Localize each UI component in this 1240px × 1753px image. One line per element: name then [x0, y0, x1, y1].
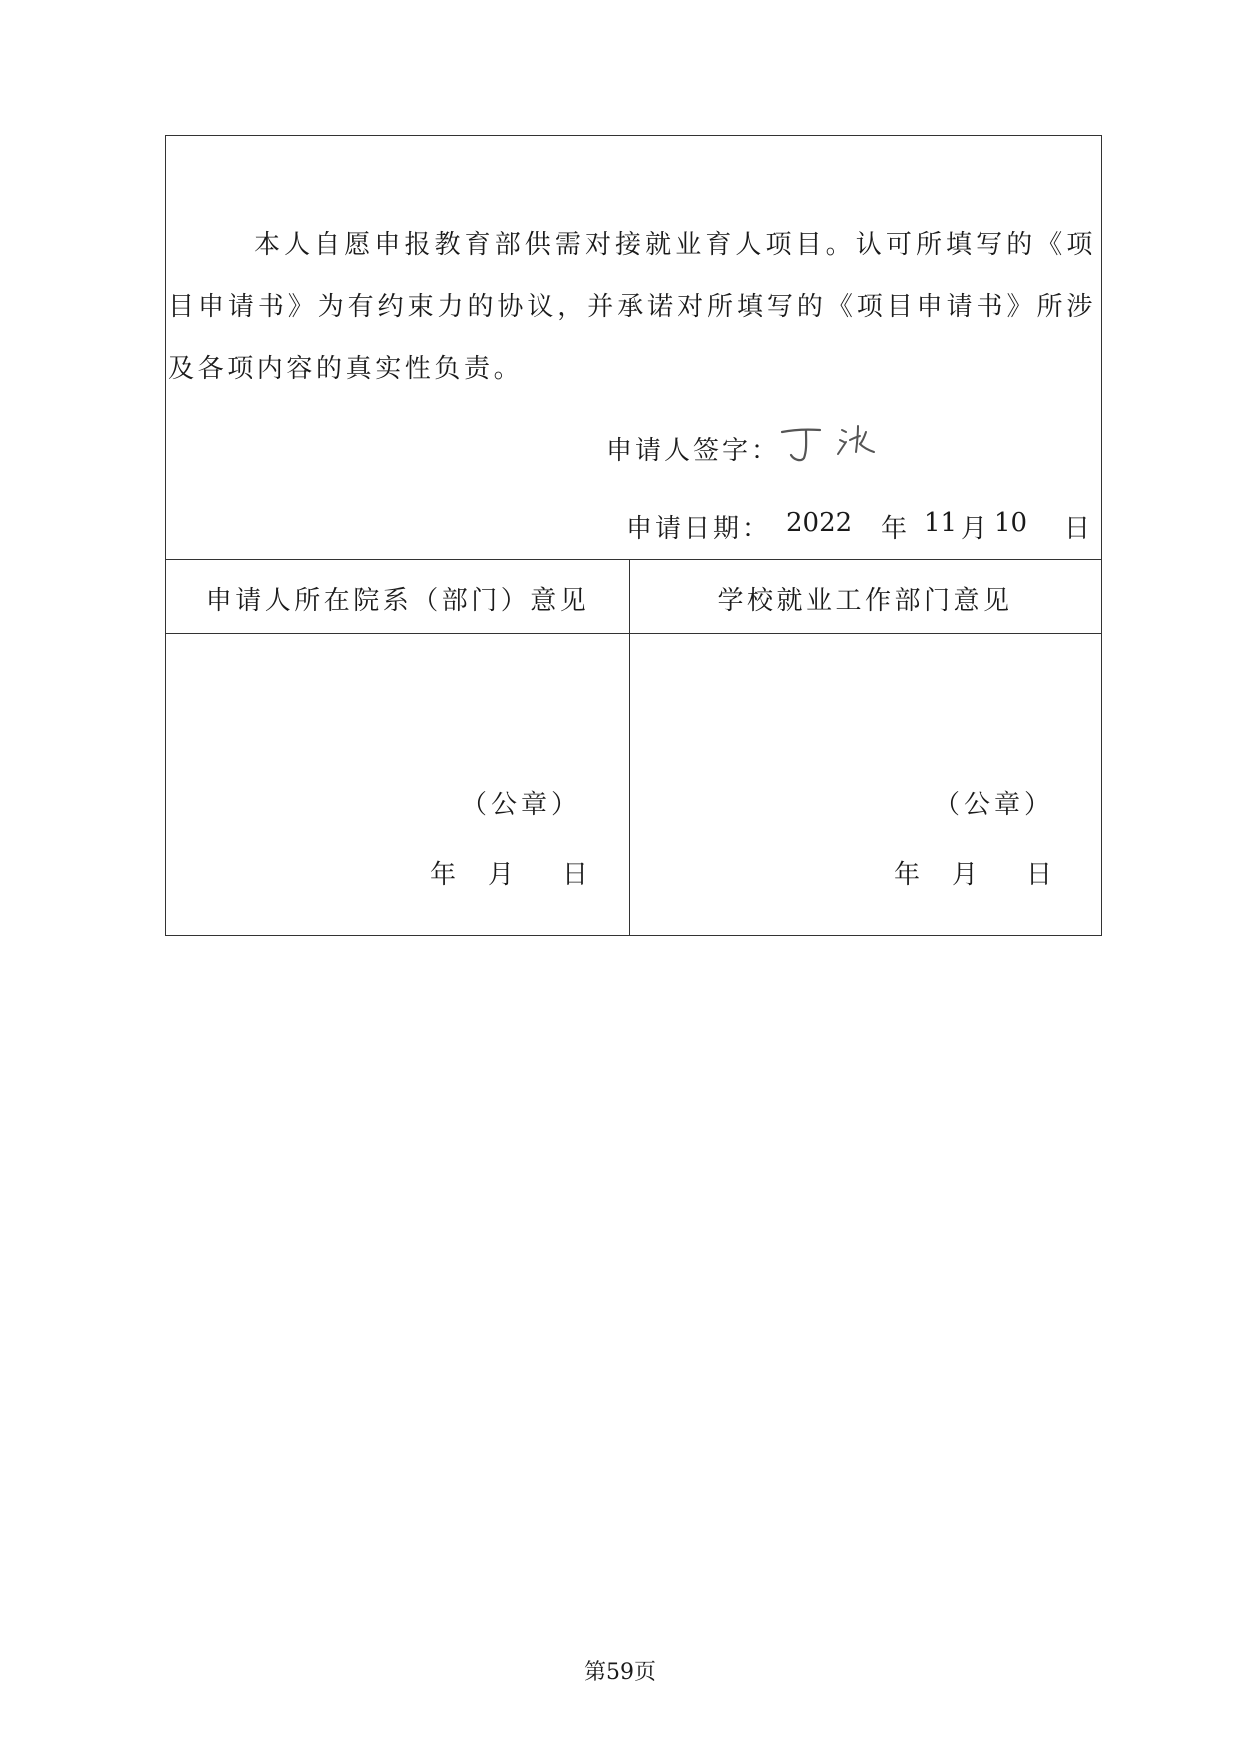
employment-office-seal-label: （公章） [934, 790, 1055, 820]
declaration-section [166, 136, 1101, 560]
application-date-row [626, 508, 1096, 548]
signature-label: 申请人签字： [606, 436, 781, 466]
date-day-unit: 日 [1064, 514, 1091, 544]
employment-office-year-unit: 年 [894, 860, 921, 890]
department-day-unit: 日 [562, 860, 589, 890]
handwritten-signature [776, 418, 886, 468]
department-year-unit: 年 [430, 860, 457, 890]
employment-office-opinion-header: 学校就业工作部门意见 [717, 586, 1013, 616]
department-month-unit: 月 [488, 860, 515, 890]
page-number: 第59页 [584, 1660, 656, 1685]
date-day: 10 [994, 508, 1028, 538]
date-month: 11 [924, 508, 958, 538]
header-row-divider [166, 633, 1101, 634]
department-seal-label: （公章） [461, 790, 582, 820]
date-label: 申请日期： [626, 514, 772, 544]
date-year-unit: 年 [881, 514, 908, 544]
date-month-unit: 月 [961, 514, 988, 544]
application-form-table [165, 135, 1102, 936]
date-year: 2022 [786, 508, 853, 538]
employment-office-month-unit: 月 [952, 860, 979, 890]
employment-office-day-unit: 日 [1026, 860, 1053, 890]
declaration-text: 本人自愿申报教育部供需对接就业育人项目。认可所填写的《项目申请书》为有约束力的协议，并承诺对所填写的《项目申请书》所涉及各项内容的真实性负责。 [168, 230, 1096, 384]
department-opinion-header: 申请人所在院系（部门）意见 [205, 586, 590, 616]
signature-row [606, 418, 1086, 478]
